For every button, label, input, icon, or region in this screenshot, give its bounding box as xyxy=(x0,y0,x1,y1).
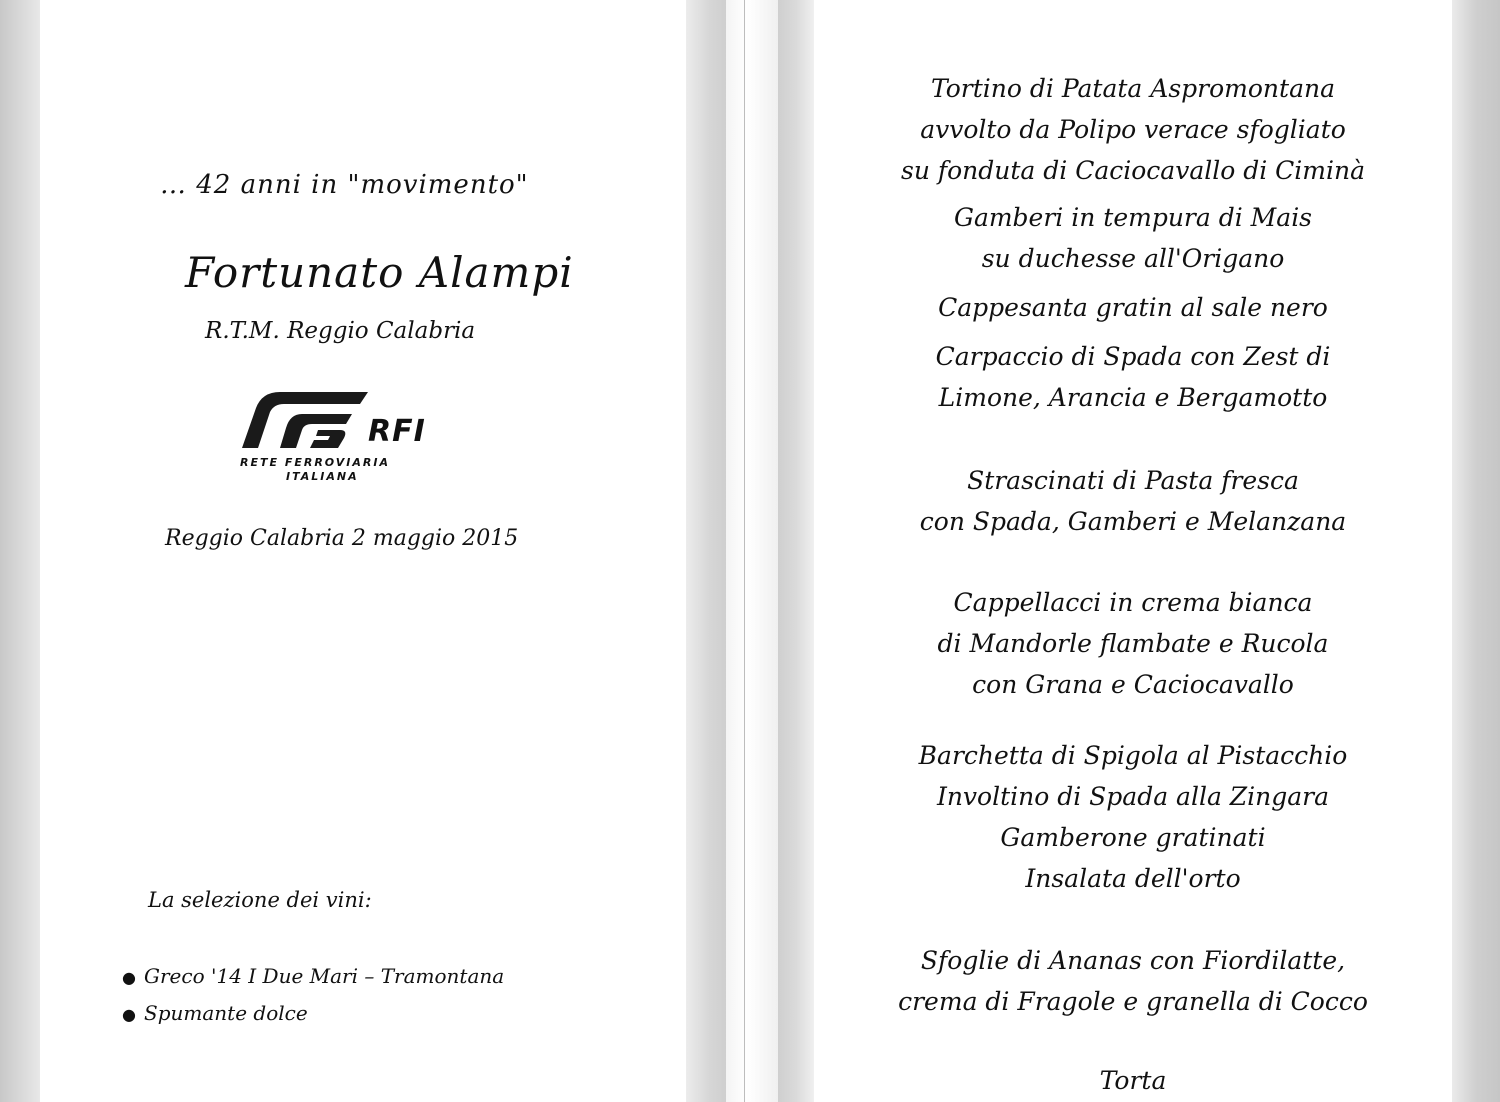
tagline: … 42 anni in "movimento" xyxy=(160,170,529,200)
menu-line: Tortino di Patata Aspromontana xyxy=(931,74,1335,103)
wine-item xyxy=(122,995,504,1032)
left-page xyxy=(40,0,686,1102)
menu-line: Involtino di Spada alla Zingara xyxy=(936,782,1330,811)
fs-logo-icon xyxy=(240,386,370,454)
organization: R.T.M. Reggio Calabria xyxy=(205,318,476,344)
menu-course-antipasto-4 xyxy=(814,336,1452,418)
event-date: Reggio Calabria 2 maggio 2015 xyxy=(165,526,519,551)
menu-line: Gamberi in tempura di Mais xyxy=(953,203,1313,232)
bullet-icon: ● xyxy=(122,1005,136,1024)
menu-line: Sfoglie di Ananas con Fiordilatte, xyxy=(920,946,1346,975)
page-edge-shadow-right xyxy=(1452,0,1500,1102)
page-edge-shadow-center-left xyxy=(686,0,726,1102)
menu-line: Carpaccio di Spada con Zest di xyxy=(935,342,1331,371)
menu-course-cake xyxy=(814,1060,1452,1101)
right-page-menu xyxy=(814,0,1452,1102)
menu-line: su duchesse all'Origano xyxy=(981,244,1285,273)
menu-line: su fonduta di Caciocavallo di Ciminà xyxy=(900,156,1365,185)
menu-line: di Mandorle flambate e Rucola xyxy=(937,629,1329,658)
page-edge-shadow-center-right xyxy=(778,0,814,1102)
rfi-logo xyxy=(240,386,430,486)
menu-course-dessert xyxy=(814,940,1452,1022)
wine-item xyxy=(122,958,504,995)
menu-line: Strascinati di Pasta fresca xyxy=(967,466,1299,495)
menu-course-primo-1 xyxy=(814,460,1452,542)
wine-label: Spumante dolce xyxy=(144,1001,308,1025)
menu-line: avvolto da Polipo verace sfogliato xyxy=(920,115,1346,144)
menu-course-antipasto-3 xyxy=(814,287,1452,328)
logo-abbreviation: RFI xyxy=(368,414,426,449)
menu-line: Limone, Arancia e Bergamotto xyxy=(938,383,1328,412)
page-fold xyxy=(726,0,778,1102)
menu-line: crema di Fragole e granella di Cocco xyxy=(898,987,1368,1016)
menu-line: Torta xyxy=(1099,1066,1167,1095)
menu-course-secondo xyxy=(814,735,1452,899)
page-edge-shadow-left xyxy=(0,0,40,1102)
menu-line: con Spada, Gamberi e Melanzana xyxy=(919,507,1347,536)
wine-label: Greco '14 I Due Mari – Tramontana xyxy=(144,964,505,988)
wine-list xyxy=(122,958,504,1032)
menu-line: con Grana e Caciocavallo xyxy=(972,670,1294,699)
menu-line: Gamberone gratinati xyxy=(1000,823,1266,852)
logo-subtitle-line1: RETE FERROVIARIA xyxy=(240,456,390,469)
bullet-icon: ● xyxy=(122,968,136,987)
menu-course-antipasto-1 xyxy=(814,68,1452,191)
wine-section-title: La selezione dei vini: xyxy=(148,888,372,912)
logo-subtitle-line2: ITALIANA xyxy=(286,470,359,483)
menu-line: Barchetta di Spigola al Pistacchio xyxy=(918,741,1348,770)
menu-line: Cappesanta gratin al sale nero xyxy=(938,293,1328,322)
menu-line: Insalata dell'orto xyxy=(1025,864,1241,893)
person-name: Fortunato Alampi xyxy=(185,248,574,297)
menu-course-primo-2 xyxy=(814,582,1452,705)
menu-line: Cappellacci in crema bianca xyxy=(953,588,1313,617)
fold-line xyxy=(744,0,745,1102)
menu-course-antipasto-2 xyxy=(814,197,1452,279)
